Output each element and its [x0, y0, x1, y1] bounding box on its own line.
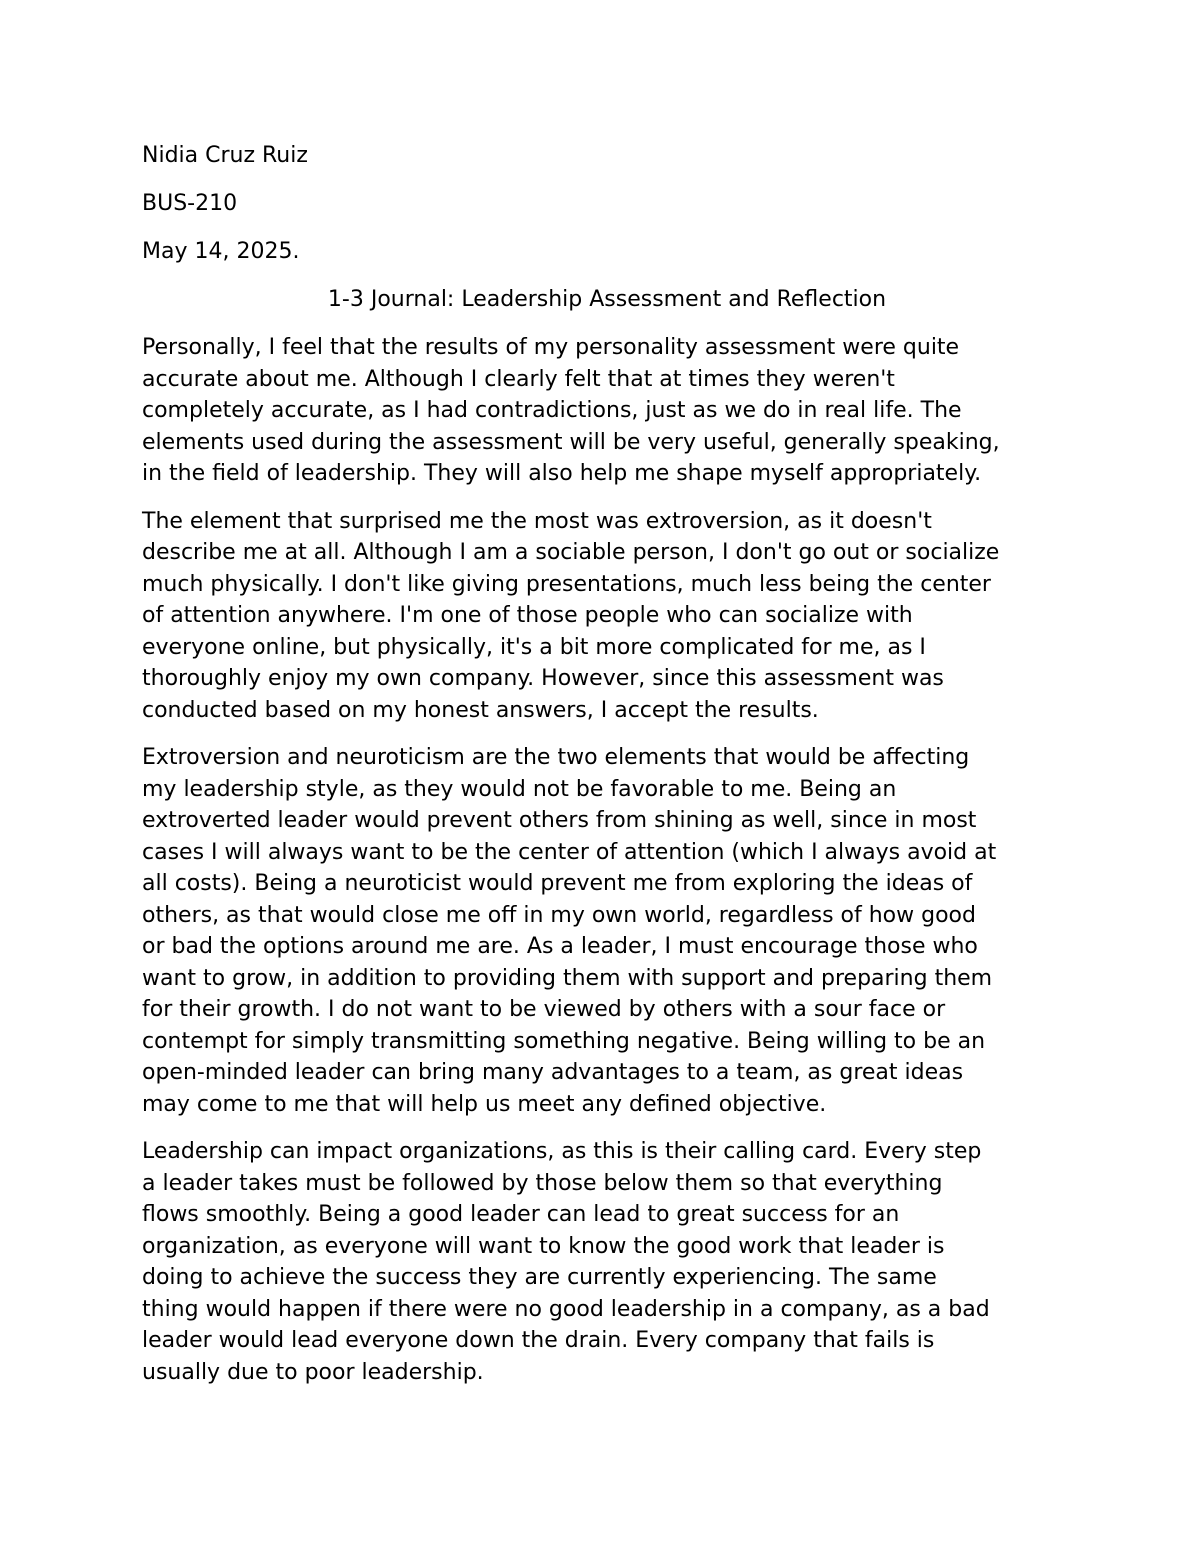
text-line: or bad the options around me are. As a leader, I must encourage those who: [142, 934, 978, 959]
text-line: describe me at all. Although I am a sociable person, I don't go out or socialize: [142, 540, 1000, 565]
text-line: my leadership style, as they would not be favorable to me. Being an: [142, 776, 897, 802]
text-line: others, as that would close me off in my own world, regardless of how good: [142, 902, 976, 928]
document-date: May 14, 2025.: [142, 239, 300, 264]
text-line: everyone online, but physically, it's a bit more complicated for me, as I: [142, 634, 926, 660]
paragraph-3: [142, 742, 1072, 1120]
author-name: Nidia Cruz Ruiz: [142, 143, 308, 168]
text-line: Extroversion and neuroticism are the two elements that would be affecting: [142, 745, 970, 770]
text-line: all costs). Being a neuroticist would prevent me from exploring the ideas of: [142, 871, 973, 896]
text-line: usually due to poor leadership.: [142, 1359, 484, 1385]
text-line: for their growth. I do not want to be viewed by others with a sour face or: [142, 997, 946, 1022]
text-line: doing to achieve the success they are currently experiencing. The same: [142, 1265, 937, 1290]
text-line: a leader takes must be followed by those below them so that everything: [142, 1170, 943, 1196]
paragraph-1: [142, 332, 1072, 490]
text-line: organization, as everyone will want to know the good work that leader is: [142, 1233, 945, 1259]
text-line: elements used during the assessment will be very useful, generally speaking,: [142, 429, 1000, 455]
paragraph-4: [142, 1136, 1072, 1388]
text-line: Leadership can impact organizations, as this is their calling card. Every step: [142, 1139, 982, 1164]
text-line: thing would happen if there were no good leadership in a company, as a bad: [142, 1296, 990, 1322]
text-line: flows smoothly. Being a good leader can lead to great success for an: [142, 1202, 900, 1227]
document-page: [142, 140, 1072, 1404]
text-line: want to grow, in addition to providing them with support and preparing them: [142, 965, 993, 991]
text-line: in the field of leadership. They will also help me shape myself appropriately.: [142, 461, 982, 486]
text-line: Personally, I feel that the results of my personality assessment were quite: [142, 335, 960, 360]
text-line: much physically. I don't like giving presentations, much less being the center: [142, 571, 991, 597]
text-line: extroverted leader would prevent others from shining as well, since in most: [142, 808, 977, 833]
text-line: may come to me that will help us meet any defined objective.: [142, 1091, 827, 1117]
text-line: completely accurate, as I had contradictions, just as we do in real life. The: [142, 398, 962, 423]
text-line: open-minded leader can bring many advantages to a team, as great ideas: [142, 1060, 964, 1085]
text-line: thoroughly enjoy my own company. However, since this assessment was: [142, 666, 944, 691]
document-title: 1-3 Journal: Leadership Assessment and Reflection: [327, 287, 887, 312]
text-line: of attention anywhere. I'm one of those people who can socialize with: [142, 603, 913, 628]
text-line: leader would lead everyone down the drain. Every company that fails is: [142, 1328, 935, 1353]
text-line: conducted based on my honest answers, I accept the results.: [142, 697, 819, 723]
course-code: BUS-210: [142, 191, 238, 216]
text-line: accurate about me. Although I clearly felt that at times they weren't: [142, 366, 895, 392]
paragraph-2: [142, 506, 1072, 727]
text-line: cases I will always want to be the center of attention (which I always avoid at: [142, 839, 997, 865]
text-line: The element that surprised me the most was extroversion, as it doesn't: [142, 508, 932, 534]
text-line: contempt for simply transmitting something negative. Being willing to be an: [142, 1028, 986, 1054]
